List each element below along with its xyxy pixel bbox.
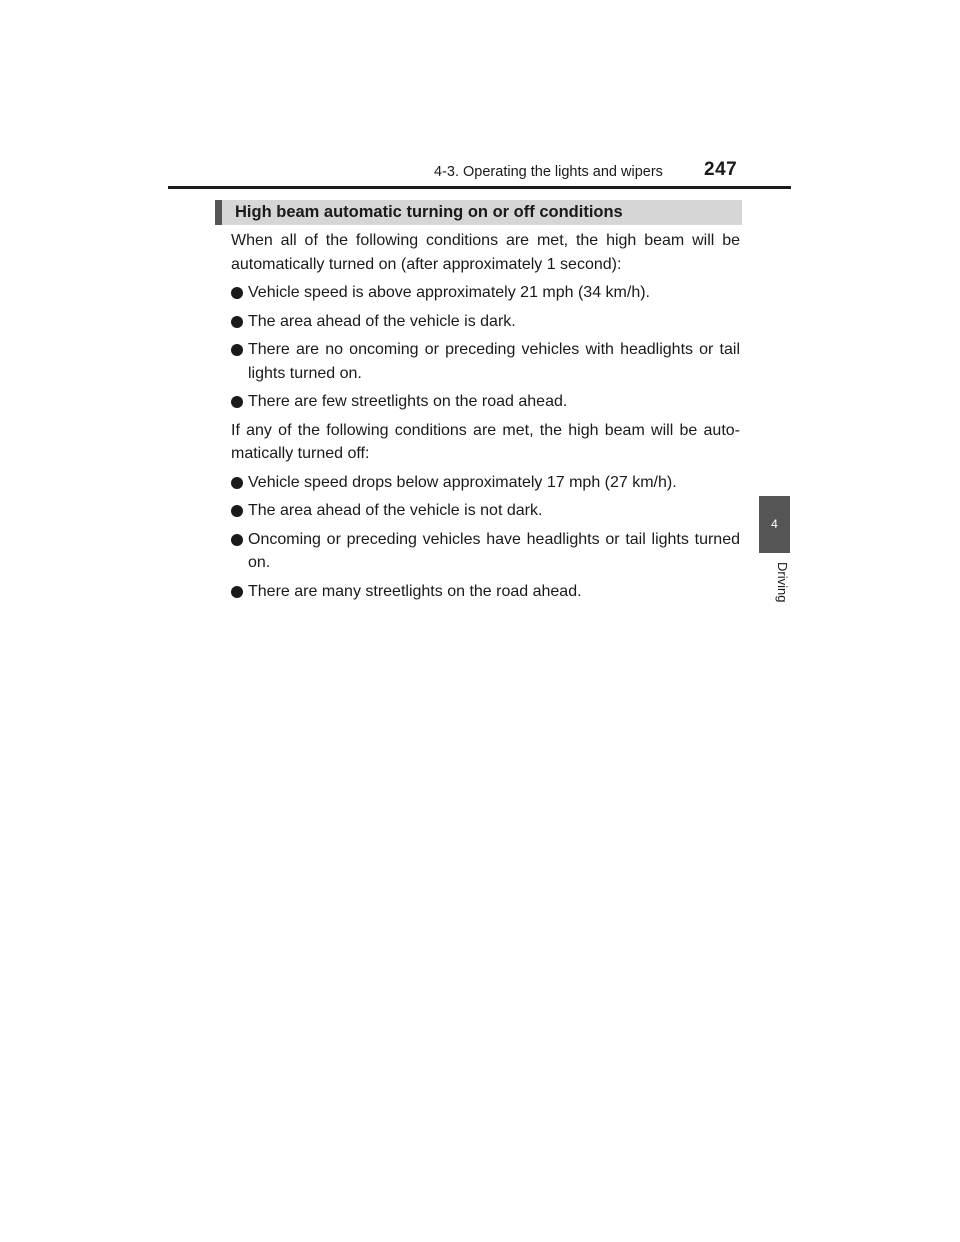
list-item-text: There are few streetlights on the road ahead.: [248, 393, 568, 410]
bullet-icon: [231, 586, 243, 598]
on-conditions-intro: When all of the following conditions are met, the high beam will be automatically turned on (after approximately 1 second):: [231, 232, 740, 273]
list-item-text: There are no oncoming or preceding vehicles with headlights or tail lights turned on.: [248, 341, 740, 382]
bullet-icon: [231, 316, 243, 328]
page-number: 247: [704, 159, 738, 180]
list-item: [231, 580, 740, 604]
section-title-bar: [215, 200, 742, 225]
list-item: [231, 471, 740, 495]
list-item: [231, 499, 740, 523]
bullet-icon: [231, 287, 243, 299]
list-item-text: Vehicle speed drops below approximately 17 mph (27 km/h).: [248, 473, 677, 491]
bullet-icon: [231, 534, 243, 546]
header-rule: [168, 186, 791, 189]
bullet-icon: [231, 396, 243, 408]
list-item: [231, 281, 740, 305]
list-item: [231, 390, 740, 414]
list-item-text: Vehicle speed is above approximately 21 mph (34 km/h).: [248, 284, 650, 301]
list-item: [231, 338, 740, 385]
list-item-text: There are many streetlights on the road ahead.: [248, 582, 582, 600]
chapter-label: Driving: [775, 562, 790, 603]
header-section-title: 4-3. Operating the lights and wipers: [434, 164, 663, 180]
list-item-text: Oncoming or preceding vehicles have headlights or tail lights turned on.: [248, 530, 740, 571]
list-item-text: The area ahead of the vehicle is dark.: [248, 312, 516, 330]
list-item-text: The area ahead of the vehicle is not dark.: [248, 502, 543, 519]
off-conditions-intro: If any of the following conditions are met, the high beam will be auto-matically turned off:: [231, 421, 740, 462]
list-item: [231, 528, 740, 575]
bullet-icon: [231, 477, 243, 489]
chapter-tab: 4: [759, 496, 790, 553]
section-title: High beam automatic turning on or off conditions: [235, 203, 623, 221]
list-item: [231, 310, 740, 334]
bullet-icon: [231, 505, 243, 517]
section-body: [231, 229, 740, 608]
bullet-icon: [231, 344, 243, 356]
